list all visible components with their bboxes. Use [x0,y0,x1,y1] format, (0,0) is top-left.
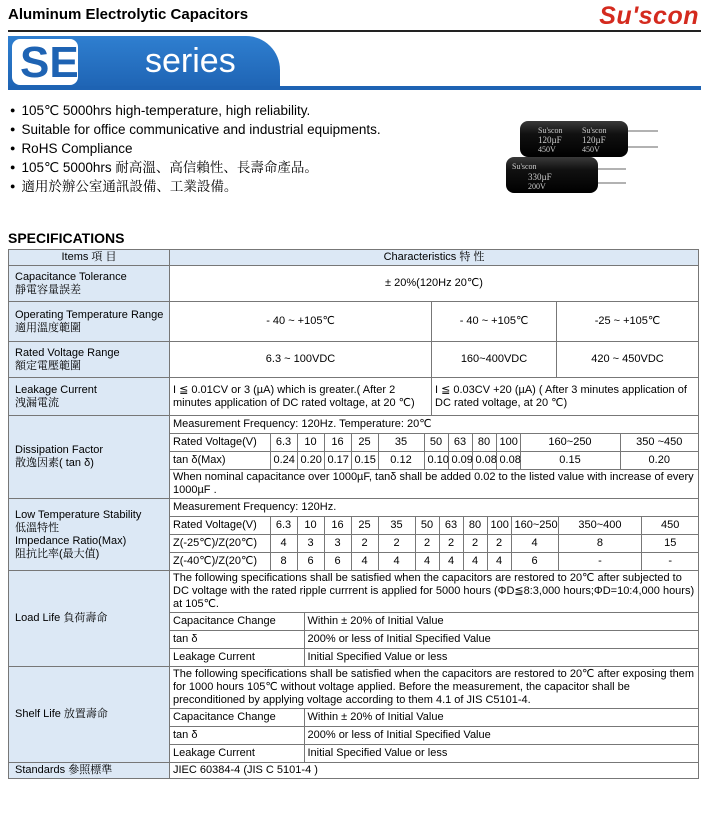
table-cell: 0.15 [520,452,620,470]
row-label: Capacitance Change [170,709,304,727]
label-zh: 散逸因素( tan δ) [15,457,94,469]
table-row [170,709,698,727]
table-cell: 4 [351,553,378,571]
cap1-brand-text: Su'scon [538,126,563,135]
table-cell: 0.12 [378,452,424,470]
table-cell: 50 [424,434,448,452]
low-temperature-label [9,499,170,571]
shelf-life-label: Shelf Life 放置壽命 [9,667,170,763]
table-cell: 100 [487,517,511,535]
rated-voltage-range-label [9,342,170,378]
table-cell: 6.3 [270,517,297,535]
table-row [9,571,699,667]
table-row [9,667,699,763]
load-life-table [170,571,698,666]
table-cell: 35 [378,517,415,535]
label-en: Leakage Current [15,383,97,396]
measurement-frequency: Measurement Frequency: 120Hz. [170,499,698,517]
table-cell: 50 [415,517,439,535]
row-label: tan δ(Max) [170,452,270,470]
label-en: Operating Temperature Range [15,308,164,321]
table-cell: 80 [463,517,487,535]
table-cell: 16 [324,434,351,452]
shelf-life-detail [170,667,699,763]
table-cell: 0.20 [620,452,698,470]
table-row [170,613,698,631]
table-cell: 350~400 [558,517,642,535]
feature-item: ● 適用於辦公室通訊設備、工業設備。 [10,177,381,196]
table-cell: 4 [270,535,297,553]
table-cell: 2 [415,535,439,553]
leakage-current-value: I ≦ 0.03CV +20 (µA) ( After 3 minutes application of DC rated voltage, at 20 ℃) [432,378,699,416]
cap1-voltage-text: 450V [538,145,556,154]
table-row [9,763,699,779]
table-row [9,342,699,378]
table-cell: 15 [642,535,698,553]
table-cell: 160~250 [520,434,620,452]
table-row [9,378,699,416]
label-en: Capacitance Tolerance [15,270,127,283]
rated-voltage-range-value: 160~400VDC [432,342,557,378]
load-life-label: Load Life 負荷壽命 [9,571,170,667]
capacitance-tolerance-label [9,266,170,302]
table-cell: 80 [472,434,496,452]
label-en: Impedance Ratio(Max) [15,534,127,547]
table-cell: 6 [511,553,558,571]
cap1-value-text: 120µF [538,135,562,145]
table-cell: 2 [487,535,511,553]
header-divider [8,30,701,32]
table-cell: 4 [463,553,487,571]
table-cell: 6 [297,553,324,571]
capacitor-photo [506,117,666,197]
specifications-heading: SPECIFICATIONS [8,230,125,246]
table-row [170,452,698,470]
brand-logo: Su'scon [599,2,699,30]
table-header-row [9,250,699,266]
row-label: Z(-25℃)/Z(20℃) [170,535,270,553]
leakage-current-label [9,378,170,416]
table-cell: 6 [324,553,351,571]
table-row [170,434,698,452]
table-cell: 160~250 [511,517,558,535]
table-cell: 25 [351,434,378,452]
label-zh: 洩漏電流 [15,396,59,409]
dissipation-factor-detail [170,416,699,499]
table-row [170,631,698,649]
table-cell: 3 [324,535,351,553]
row-label: Capacitance Change [170,613,304,631]
table-row [9,499,699,571]
cap2-brand-text: Su'scon [512,162,537,171]
specifications-table [8,249,699,779]
table-cell: 2 [463,535,487,553]
table-row [170,667,698,709]
table-row [9,416,699,499]
table-cell: - [642,553,698,571]
table-cell: 350 ~450 [620,434,698,452]
table-row [170,470,698,499]
table-row [170,416,698,434]
cap2-value-text: 330µF [528,172,552,182]
characteristics-column-header: Characteristics 特 性 [170,250,699,266]
measurement-frequency: Measurement Frequency: 120Hz. Temperature: 20℃ [170,416,698,434]
table-cell: Initial Specified Value or less [304,649,698,667]
feature-item: ● Suitable for office communicative and industrial equipments. [10,120,381,139]
table-row [170,571,698,613]
table-cell: 25 [351,517,378,535]
table-cell: 4 [511,535,558,553]
label-en: Dissipation Factor [15,444,104,456]
rated-voltage-range-value: 420 ~ 450VDC [557,342,699,378]
feature-list [10,101,381,196]
table-cell: 0.20 [297,452,324,470]
dissipation-note: When nominal capacitance over 1000µF, tanδ shall be added 0.02 to the listed value with increase of every 1000µF . [170,470,698,499]
row-label: Leakage Current [170,745,304,763]
label-en: Low Temperature Stability [15,508,142,521]
table-cell: 35 [378,434,424,452]
table-cell: 2 [351,535,378,553]
items-column-header: Items 項 目 [9,250,170,266]
standards-label: Standards 參照標準 [9,763,170,779]
table-cell: 4 [487,553,511,571]
operating-temperature-value: - 40 ~ +105℃ [432,302,557,342]
rated-voltage-range-value: 6.3 ~ 100VDC [170,342,432,378]
table-cell: 0.15 [351,452,378,470]
dissipation-factor-label [9,416,170,499]
table-cell: 10 [297,434,324,452]
row-label: tan δ [170,631,304,649]
shelf-life-description: The following specifications shall be satisfied when the capacitors are restored to 20℃ after exposing them for 1000 hours 105℃ without voltage applied. Before the measurement, the capacitor shall be preconditioned by applying voltage according to them 4.1 of JIS C5101-4. [170,667,698,709]
series-code: SE [20,38,79,87]
table-cell: 6.3 [270,434,297,452]
table-cell: 0.09 [448,452,472,470]
table-cell: 0.10 [424,452,448,470]
table-row [170,649,698,667]
cap2-voltage-text: 200V [528,182,546,191]
banner-rule [8,86,701,90]
row-label: Rated Voltage(V) [170,517,270,535]
table-cell: 10 [297,517,324,535]
table-cell: 100 [496,434,520,452]
table-row [170,499,698,517]
table-row [170,535,698,553]
leakage-current-value: I ≦ 0.01CV or 3 (µA) which is greater.( After 2 minutes application of DC rated voltage, at 20 ℃) [170,378,432,416]
series-word: series [145,42,236,80]
operating-temperature-label [9,302,170,342]
table-cell: Within ± 20% of Initial Value [304,613,698,631]
label-zh: 額定電壓範圍 [15,359,81,372]
load-life-description: The following specifications shall be satisfied when the capacitors are restored to 20℃ after subjected to DC voltage with the rated ripple currrent is applied for 5000 hours (ΦD≦8:3,000 hours;ΦD=10:4,000 hours) at 105℃. [170,571,698,613]
table-cell: 63 [448,434,472,452]
table-cell: Within ± 20% of Initial Value [304,709,698,727]
table-row [170,745,698,763]
table-cell: Initial Specified Value or less [304,745,698,763]
table-cell: - [558,553,642,571]
operating-temperature-value: -25 ~ +105℃ [557,302,699,342]
row-label: Leakage Current [170,649,304,667]
feature-item: ● RoHS Compliance [10,139,381,158]
table-row [9,266,699,302]
cap1-voltage-text: 450V [582,145,600,154]
table-row [170,517,698,535]
feature-item: ● 105℃ 5000hrs high-temperature, high reliability. [10,101,381,120]
table-cell: 2 [378,535,415,553]
table-cell: 4 [415,553,439,571]
label-zh: 靜電容量誤差 [15,283,81,296]
table-row [170,553,698,571]
row-label: Rated Voltage(V) [170,434,270,452]
table-cell: 0.08 [496,452,520,470]
table-row [170,727,698,745]
table-cell: 0.08 [472,452,496,470]
row-label: tan δ [170,727,304,745]
table-cell: 3 [297,535,324,553]
cap1-brand-text: Su'scon [582,126,607,135]
table-cell: 2 [439,535,463,553]
document-title: Aluminum Electrolytic Capacitors [8,6,249,23]
table-row [9,302,699,342]
impedance-table [170,499,698,570]
table-cell: 200% or less of Initial Specified Value [304,631,698,649]
table-cell: 8 [270,553,297,571]
table-cell: 63 [439,517,463,535]
table-cell: 0.24 [270,452,297,470]
table-cell: 8 [558,535,642,553]
low-temperature-detail [170,499,699,571]
label-zh: 適用溫度範圍 [15,321,81,334]
table-cell: 16 [324,517,351,535]
table-cell: 200% or less of Initial Specified Value [304,727,698,745]
standards-value: JIEC 60384-4 (JIS C 5101-4 ) [170,763,699,779]
dissipation-table [170,416,698,498]
label-zh: 阻抗比率(最大值) [15,547,100,560]
table-cell: 4 [378,553,415,571]
table-cell: 4 [439,553,463,571]
table-cell: 450 [642,517,698,535]
capacitance-tolerance-value: ± 20%(120Hz 20℃) [170,266,699,302]
row-label: Z(-40℃)/Z(20℃) [170,553,270,571]
feature-item: ● 105℃ 5000hrs 耐高溫、高信賴性、長壽命產品。 [10,158,381,177]
cap1-value-text: 120µF [582,135,606,145]
label-zh: 低溫特性 [15,521,59,534]
operating-temperature-value: - 40 ~ +105℃ [170,302,432,342]
load-life-detail [170,571,699,667]
label-en: Rated Voltage Range [15,346,120,359]
table-cell: 0.17 [324,452,351,470]
shelf-life-table [170,667,698,762]
